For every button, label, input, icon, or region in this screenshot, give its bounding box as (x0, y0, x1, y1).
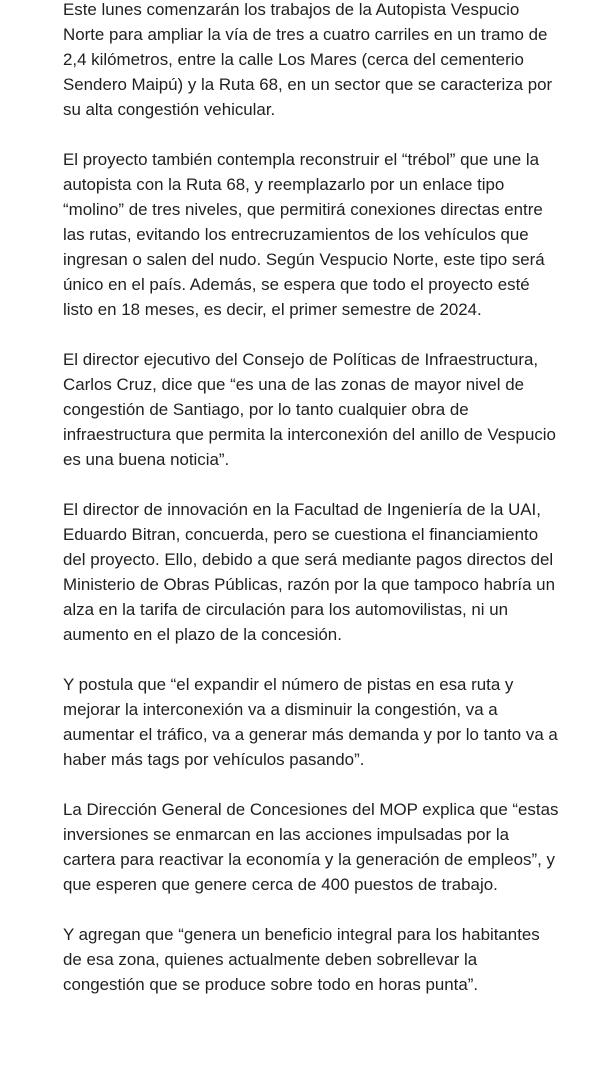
article-paragraph: Y postula que “el expandir el número de pistas en esa ruta y mejorar la interconexión va a disminuir la congestión, va a aumentar el tráfico, va a generar más demanda y por lo tanto va a haber más tags por vehículos pasando”. (63, 675, 558, 769)
article-paragraph: El proyecto también contempla reconstruir el “trébol” que une la autopista con la Ruta 68, y reemplazarlo por un enlace tipo “molino” de tres niveles, que permitirá conexiones directas entre las rutas, evitando los entrecruzamientos de los vehículos que ingresan o salen del nudo. Según Vespucio Norte, este tipo será único en el país. Además, se espera que todo el proyecto esté listo en 18 meses, es decir, el primer semestre de 2024. (63, 150, 545, 319)
article-paragraph: Este lunes comenzarán los trabajos de la Autopista Vespucio Norte para ampliar la vía de tres a cuatro carriles en un tramo de 2,4 kilómetros, entre la calle Los Mares (cerca del cementerio Sendero Maipú) y la Ruta 68, en un sector que se caracteriza por su alta congestión vehicular. (63, 0, 553, 119)
article-paragraph: El director de innovación en la Facultad de Ingeniería de la UAI, Eduardo Bitran, concuerda, pero se cuestiona el financiamiento del proyecto. Ello, debido a que será mediante pagos directos del Ministerio de Obras Públicas, razón por la que tampoco habría un alza en la tarifa de circulación para los automovilistas, ni un aumento en el plazo de la concesión. (63, 500, 555, 644)
article-paragraph: La Dirección General de Concesiones del MOP explica que “estas inversiones se enmarcan en las acciones impulsadas por la cartera para reactivar la economía y la generación de empleos”, y que esperen que genere cerca de 400 puestos de trabajo. (63, 800, 559, 894)
article-body (63, 0, 563, 1022)
article-paragraph: El director ejecutivo del Consejo de Políticas de Infraestructura, Carlos Cruz, dice que “es una de las zonas de mayor nivel de congestión de Santiago, por lo tanto cualquier obra de infraestructura que permita la interconexión del anillo de Vespucio es una buena noticia”. (63, 350, 556, 469)
article-paragraph: Y agregan que “genera un beneficio integral para los habitantes de esa zona, quienes actualmente deben sobrellevar la congestión que se produce sobre todo en horas punta”. (63, 925, 540, 994)
